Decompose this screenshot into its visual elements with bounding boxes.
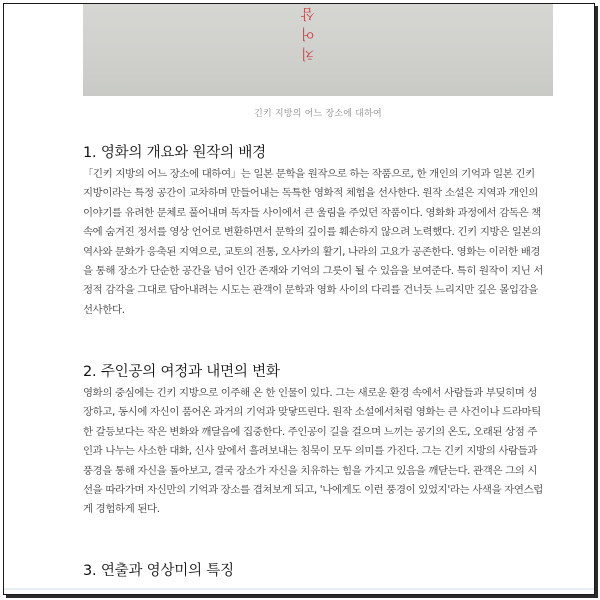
paragraph-line: 정적 감각을 그대로 담아내려는 시도는 관객이 문학과 영화 사이의 다리를 건너듯 느리지만 깊은 몰입감을: [83, 284, 538, 297]
section-heading: 1. 영화의 개요와 원작의 배경: [83, 145, 266, 161]
paragraph-line: 장하고, 동시에 자신이 품어온 과거의 기억과 맞닿뜨린다. 원작 소설에서처럼 영화는 큰 사건이나 드라마틱: [83, 406, 541, 419]
section-paragraph: [83, 165, 553, 320]
hero-glyph: 삼: [301, 5, 315, 21]
paragraph-line: 을 통해 장소가 단순한 공간을 넘어 인간 존재와 기억의 그릇이 될 수 있음을 보여준다. 특히 원작이 지닌 서: [83, 265, 544, 278]
paragraph-line: 선사한다.: [83, 303, 125, 316]
section-heading: 2. 주인공의 여정과 내면의 변화: [83, 364, 280, 380]
paragraph-line: 한 갈등보다는 작은 변화와 깨달음에 집중한다. 주인공이 길을 걸으며 느끼는 공기의 온도, 오래된 상점 주: [83, 425, 538, 438]
paragraph-line: 속에 숨겨진 정서를 영상 언어로 변환하면서 문학의 깊이를 훼손하지 않으려 노력했다. 긴키 지방은 일본의: [83, 226, 541, 239]
paragraph-line: 역사와 문화가 응축된 지역으로, 교토의 전통, 오사카의 활기, 나라의 고요가 공존한다. 영화는 이러한 배경: [83, 245, 541, 258]
paragraph-line: 지방이라는 특정 공간이 교차하며 만들어내는 독특한 영화적 체험을 선사한다. 원작 소설은 지역과 개인의: [83, 187, 538, 200]
section-heading: 3. 연출과 영상미의 특징: [83, 563, 234, 579]
paragraph-line: 선을 따라가며 자신만의 기억과 장소를 겹쳐보게 되고, '나에게도 이런 풍경이 있었지'라는 사색을 자연스럽: [83, 484, 543, 497]
paragraph-line: 게 경험하게 된다.: [83, 503, 160, 516]
hero-glyph: 치: [301, 45, 315, 61]
hero-image: [83, 4, 553, 96]
section-paragraph: [83, 384, 553, 520]
paragraph-line: 「긴키 지방의 어느 장소에 대하여」는 일본 문학을 원작으로 하는 작품으로, 한 개인의 기억과 일본 긴키: [83, 168, 535, 180]
image-caption: 긴키 지방의 어느 장소에 대하여: [254, 109, 382, 119]
paragraph-line: 영화의 중심에는 긴키 지방으로 이주해 온 한 인물이 있다. 그는 새로운 환경 속에서 사람들과 부딪히며 성: [83, 387, 538, 399]
paragraph-line: 이야기를 유려한 문체로 풀어내며 독자들 사이에서 큰 울림을 주었던 작품이다. 영화화 과정에서 감독은 책: [83, 206, 541, 219]
bottom-divider: [4, 588, 594, 590]
paragraph-line: 인과 나누는 사소한 대화, 신사 앞에서 흘려보내는 침묵이 모두 의미를 가진다. 그는 긴키 지방의 사람들과: [83, 445, 538, 458]
hero-red-calligraphy: [301, 4, 315, 62]
browser-viewport: [3, 3, 595, 595]
hero-glyph: 어: [301, 25, 315, 41]
paragraph-line: 풍경을 통해 자신을 돌아보고, 결국 장소가 자신을 치유하는 힘을 가지고 있음을 깨닫는다. 관객은 그의 시: [83, 464, 538, 477]
